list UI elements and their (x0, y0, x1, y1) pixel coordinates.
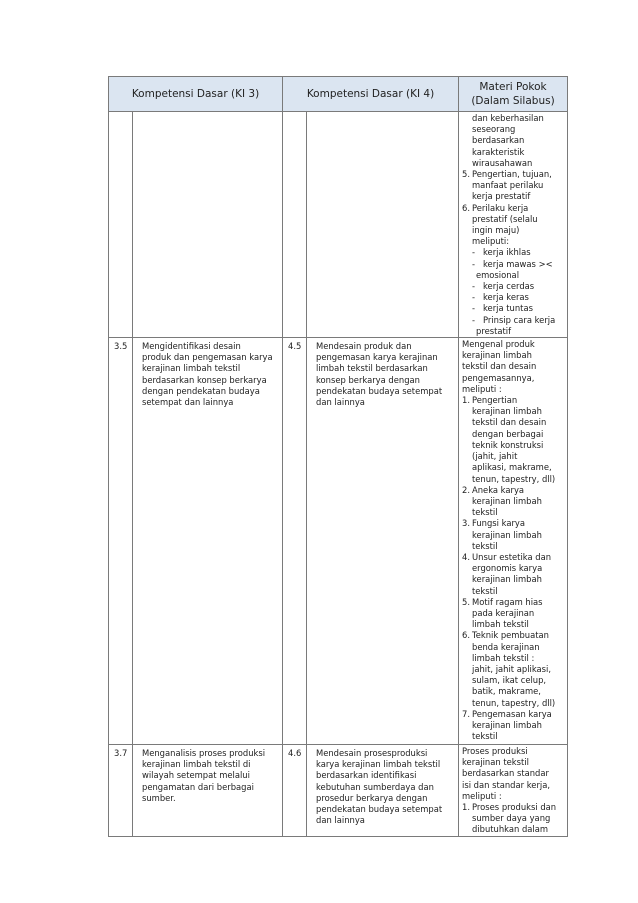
materi-bullet: - (472, 258, 476, 269)
kd-ki4-number: 4.6 (283, 745, 307, 837)
materi-line (462, 541, 565, 552)
materi-line (462, 440, 565, 451)
kd-ki3-number (109, 112, 133, 338)
materi-text: tekstil (472, 731, 498, 742)
materi-line (462, 451, 565, 462)
kd-ki4-line: pendekatan budaya setempat (316, 804, 443, 815)
header-kd-ki3: Kompetensi Dasar (KI 3) (109, 77, 283, 112)
kd-ki3-line: kerajinan limbah tekstil (142, 363, 241, 374)
kd-ki4-line: pendekatan budaya setempat (316, 385, 443, 396)
materi-text: benda kerajinan (472, 641, 540, 652)
materi-line (462, 780, 565, 791)
materi-text: tenun, tapestry, dll) (472, 697, 556, 708)
materi-text: tekstil (472, 507, 498, 518)
materi-line (462, 552, 565, 563)
materi-line (462, 361, 565, 372)
materi-line (462, 259, 565, 270)
materi-line (462, 292, 565, 303)
materi-text: Perilaku kerja (472, 202, 529, 213)
kd-ki3-description (133, 112, 283, 338)
materi-item-number: 1. (462, 802, 470, 813)
materi-text: Teknik pembuatan (472, 630, 549, 641)
materi-line (462, 720, 565, 731)
kd-ki4-line: berdasarkan identifikasi (316, 770, 417, 781)
kd-ki3-line: produk dan pengemasan karya (142, 352, 273, 363)
materi-line (462, 135, 565, 146)
materi-item-number: 1. (462, 395, 470, 406)
materi-text: Proses produksi dan (472, 802, 557, 813)
materi-line (462, 597, 565, 608)
materi-text: kerajinan tekstil (462, 757, 529, 768)
materi-item-number: 6. (462, 202, 470, 213)
materi-text: pada kerajinan (472, 607, 535, 618)
table-row (109, 745, 568, 837)
kd-ki4-description (307, 338, 459, 745)
materi-bullet: - (472, 247, 476, 258)
materi-pokok-cell (459, 112, 568, 338)
materi-text: manfaat perilaku (472, 180, 544, 191)
materi-line (462, 485, 565, 496)
header-materi-line2: (Dalam Silabus) (471, 95, 555, 107)
materi-line (462, 191, 565, 202)
materi-line (462, 802, 565, 813)
materi-line (462, 530, 565, 541)
materi-item-number: 3. (462, 518, 470, 529)
kd-ki4-line: karya kerajinan limbah tekstil (316, 759, 441, 770)
materi-text: kerajinan limbah (472, 719, 542, 730)
materi-text: dengan berbagai (472, 428, 544, 439)
materi-line (462, 642, 565, 653)
kd-ki4-line: dan lainnya (316, 397, 365, 408)
kd-ki4-line: dan lainnya (316, 815, 365, 826)
materi-text: batik, makrame, (472, 686, 541, 697)
kd-ki4-description (307, 745, 459, 837)
materi-item-number: 2. (462, 484, 470, 495)
materi-line (462, 417, 565, 428)
materi-text: aplikasi, makrame, (472, 462, 552, 473)
document-page (108, 76, 567, 837)
materi-pokok-cell (459, 338, 568, 745)
kd-ki3-description (133, 745, 283, 837)
kd-ki3-line: Menganalisis proses produksi (142, 748, 266, 759)
kd-ki3-number: 3.5 (109, 338, 133, 745)
materi-text: tekstil dan desain (462, 361, 537, 372)
materi-line (462, 653, 565, 664)
materi-line (462, 731, 565, 742)
materi-text: kerja ikhlas (483, 247, 531, 258)
materi-text: emosional (476, 269, 520, 280)
kd-ki3-line: berdasarkan konsep berkarya (142, 374, 267, 385)
kd-ki4-line: Mendesain produk dan (316, 341, 412, 352)
materi-line (462, 113, 565, 124)
materi-bullet: - (472, 303, 476, 314)
materi-line (462, 326, 565, 337)
materi-text: meliputi: (472, 236, 510, 247)
materi-line (462, 608, 565, 619)
materi-line (462, 373, 565, 384)
materi-line (462, 236, 565, 247)
materi-item-number: 5. (462, 169, 470, 180)
materi-text: tekstil dan desain (472, 417, 547, 428)
materi-text: prestatif (476, 325, 512, 336)
kd-ki3-line: kerajinan limbah tekstil di (142, 759, 251, 770)
materi-text: prestatif (selalu (472, 213, 538, 224)
kd-ki3-line: dengan pendekatan budaya (142, 385, 260, 396)
materi-text: kerja tuntas (483, 303, 533, 314)
kd-ki4-line: limbah tekstil berdasarkan (316, 363, 428, 374)
materi-text: kerajinan limbah (472, 406, 542, 417)
table-row (109, 112, 568, 338)
materi-text: pengemasannya, (462, 372, 535, 383)
materi-line (462, 169, 565, 180)
materi-line (462, 813, 565, 824)
header-kd-ki4: Kompetensi Dasar (KI 4) (283, 77, 459, 112)
materi-text: sulam, ikat celup, (472, 675, 547, 686)
materi-line (462, 303, 565, 314)
materi-text: kerajinan limbah (472, 574, 542, 585)
materi-item-number: 4. (462, 551, 470, 562)
kd-ki4-line: prosedur berkarya dengan (316, 792, 428, 803)
materi-text: tenun, tapestry, dll) (472, 473, 556, 484)
materi-item-number: 7. (462, 708, 470, 719)
materi-line (462, 124, 565, 135)
materi-line (462, 406, 565, 417)
materi-text: jahit, jahit aplikasi, (472, 663, 552, 674)
materi-line (462, 664, 565, 675)
materi-text: kerajinan limbah (472, 495, 542, 506)
materi-text: berdasarkan (472, 135, 525, 146)
materi-text: meliputi : (462, 790, 502, 801)
materi-bullet: - (472, 281, 476, 292)
kd-ki3-line: setempat dan lainnya (142, 397, 234, 408)
materi-line (462, 281, 565, 292)
materi-line (462, 698, 565, 709)
materi-text: Pengertian, tujuan, (472, 169, 552, 180)
materi-item-number: 5. (462, 596, 470, 607)
kd-ki3-line: Mengidentifikasi desain (142, 341, 241, 352)
kd-ki4-line: kebutuhan sumberdaya dan (316, 781, 434, 792)
materi-line (462, 791, 565, 802)
kd-ki4-number (283, 112, 307, 338)
materi-text: kerajinan limbah (472, 529, 542, 540)
materi-line (462, 315, 565, 326)
kd-ki4-line: konsep berkarya dengan (316, 374, 420, 385)
materi-line (462, 474, 565, 485)
kd-ki3-line: wilayah setempat melalui (142, 770, 250, 781)
materi-line (462, 147, 565, 158)
materi-line (462, 619, 565, 630)
materi-text: Proses produksi (462, 746, 528, 757)
materi-line (462, 757, 565, 768)
materi-text: kerja prestatif (472, 191, 531, 202)
materi-line (462, 180, 565, 191)
header-materi-pokok (459, 77, 568, 112)
syllabus-table (108, 76, 568, 837)
materi-text: Prinsip cara kerja (483, 314, 556, 325)
materi-text: berdasarkan standar (462, 768, 549, 779)
materi-text: (jahit, jahit (472, 451, 518, 462)
materi-text: kerja cerdas (483, 281, 535, 292)
materi-line (462, 630, 565, 641)
materi-line (462, 247, 565, 258)
materi-text: kerja keras (483, 292, 529, 303)
materi-text: ingin maju) (472, 225, 520, 236)
materi-line (462, 384, 565, 395)
materi-text: Mengenal produk (462, 339, 535, 350)
materi-line (462, 563, 565, 574)
materi-line (462, 350, 565, 361)
materi-line (462, 225, 565, 236)
materi-line (462, 462, 565, 473)
materi-line (462, 768, 565, 779)
materi-text: tekstil (472, 585, 498, 596)
materi-text: kerja mawas >< (483, 258, 553, 269)
materi-line (462, 270, 565, 281)
materi-line (462, 203, 565, 214)
materi-line (462, 675, 565, 686)
materi-line (462, 709, 565, 720)
materi-text: dan keberhasilan (472, 113, 544, 123)
materi-bullet: - (472, 292, 476, 303)
materi-pokok-cell (459, 745, 568, 837)
materi-line (462, 496, 565, 507)
materi-line (462, 507, 565, 518)
materi-text: seseorang (472, 124, 516, 135)
materi-line (462, 746, 565, 757)
materi-line (462, 686, 565, 697)
materi-text: ergonomis karya (472, 563, 543, 574)
materi-line (462, 395, 565, 406)
header-materi-line1: Materi Pokok (479, 81, 547, 93)
materi-text: Unsur estetika dan (472, 551, 552, 562)
materi-text: Motif ragam hias (472, 596, 543, 607)
materi-line (462, 429, 565, 440)
kd-ki3-description (133, 338, 283, 745)
materi-line (462, 339, 565, 350)
materi-line (462, 214, 565, 225)
materi-text: kerajinan limbah (462, 350, 532, 361)
kd-ki4-number: 4.5 (283, 338, 307, 745)
materi-line (462, 574, 565, 585)
materi-line (462, 158, 565, 169)
materi-text: limbah tekstil : (472, 652, 535, 663)
kd-ki4-description (307, 112, 459, 338)
materi-text: meliputi : (462, 383, 502, 394)
kd-ki4-line: pengemasan karya kerajinan (316, 352, 438, 363)
materi-text: Pengemasan karya (472, 708, 552, 719)
materi-text: wirausahawan (472, 157, 533, 168)
table-header-row (109, 77, 568, 112)
materi-text: isi dan standar kerja, (462, 779, 551, 790)
materi-text: teknik konstruksi (472, 439, 544, 450)
materi-item-number: 6. (462, 630, 470, 641)
materi-bullet: - (472, 314, 476, 325)
materi-line (462, 586, 565, 597)
kd-ki3-line: pengamatan dari berbagai (142, 781, 254, 792)
kd-ki4-line: Mendesain prosesproduksi (316, 748, 428, 759)
materi-text: Fungsi karya (472, 518, 526, 529)
materi-text: tekstil (472, 540, 498, 551)
kd-ki3-number: 3.7 (109, 745, 133, 837)
kd-ki3-line: sumber. (142, 792, 176, 803)
materi-text: Pengertian (472, 395, 518, 406)
materi-text: dibutuhkan dalam (472, 824, 549, 835)
materi-text: Aneka karya (472, 484, 525, 495)
materi-text: limbah tekstil (472, 619, 529, 630)
materi-text: karakteristik (472, 146, 525, 157)
table-row (109, 338, 568, 745)
materi-line (462, 824, 565, 835)
materi-text: sumber daya yang (472, 813, 551, 824)
materi-line (462, 518, 565, 529)
